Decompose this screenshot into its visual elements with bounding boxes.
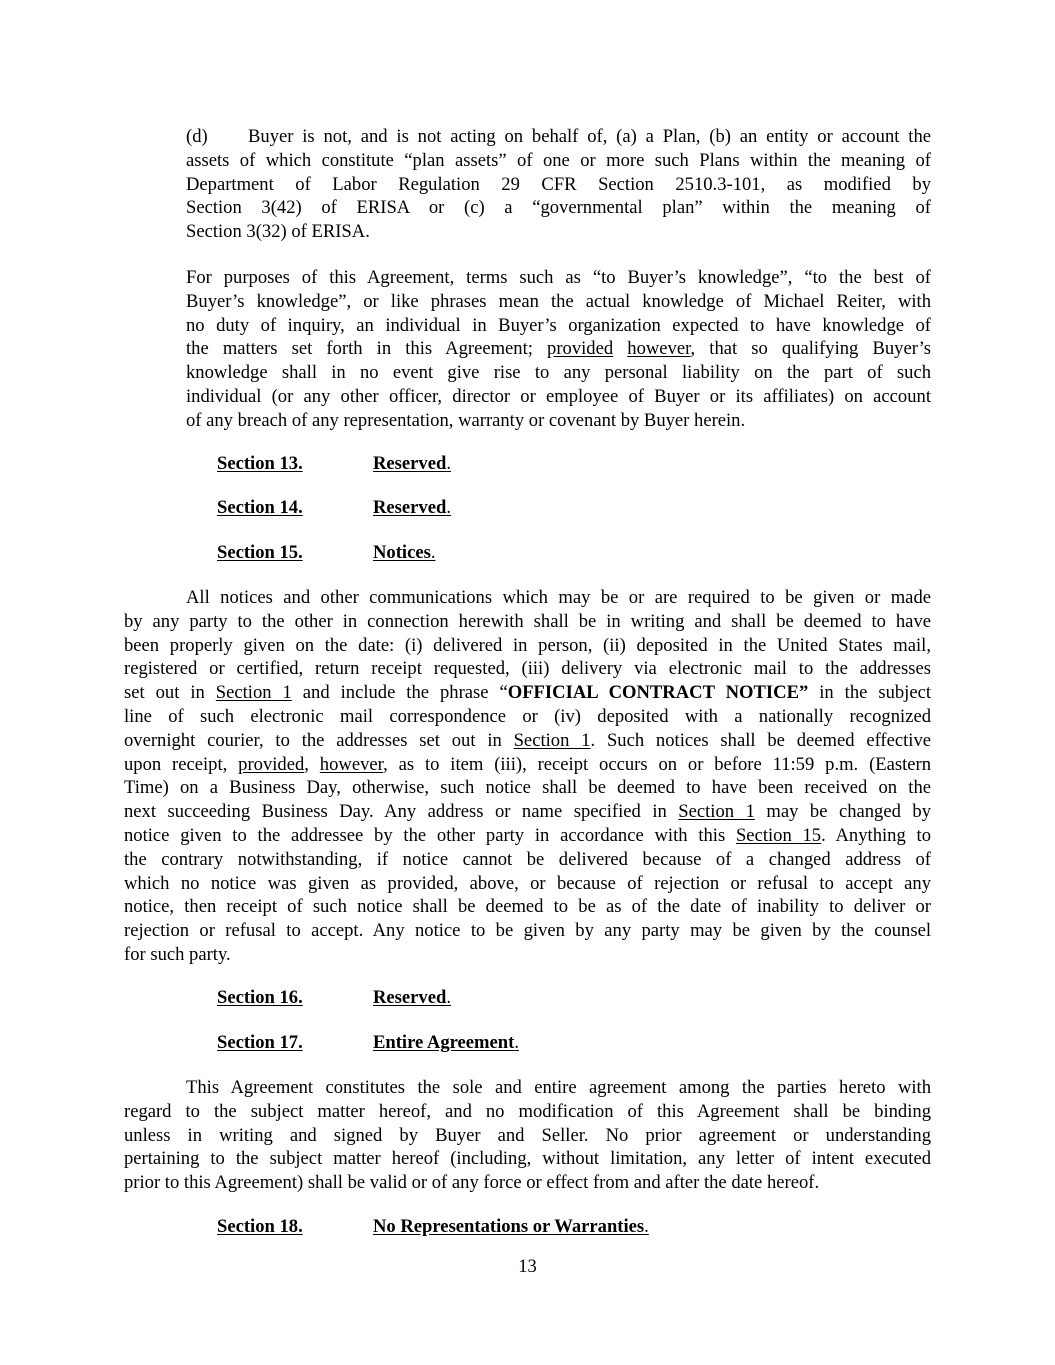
section-number: Section 16.	[217, 987, 303, 1008]
notices-line-15: rejection or refusal to accept. Any notice to be given by any party may be given by the counsel	[124, 920, 931, 942]
text: overnight courier, to the addresses set out in	[124, 729, 514, 751]
entire-agreement-line-4: pertaining to the subject matter hereof (including, without limitation, any letter of intent executed	[124, 1148, 931, 1170]
section-number: Section 18.	[217, 1216, 303, 1237]
knowledge-line-1: For purposes of this Agreement, terms such as “to Buyer’s knowledge”, “to the best of	[186, 267, 931, 288]
text: in the subject	[808, 682, 932, 704]
paragraph-d	[186, 125, 931, 244]
paragraph-d-line-2: assets of which constitute “plan assets” of one or more such Plans within the meaning of	[186, 149, 931, 171]
paragraph-d-line-3: Department of Labor Regulation 29 CFR Section 2510.3-101, as modified by	[186, 173, 931, 195]
text: upon receipt,	[124, 753, 239, 775]
section-title-text: Reserved	[373, 987, 447, 1008]
period: .	[430, 542, 436, 563]
notices-line-9: Time) on a Business Day, otherwise, such notice shall be deemed to have been received on the	[124, 777, 931, 799]
paragraph-d-text-1: Buyer is not, and is not acting on behalf of, (a) a Plan, (b) an entity or account the	[248, 126, 931, 147]
official-contract-notice-phrase: OFFICIAL CONTRACT NOTICE”	[507, 682, 809, 704]
text: may be changed by	[754, 801, 931, 823]
section-title	[373, 496, 451, 520]
text: . Such notices shall be deemed effective	[590, 729, 932, 751]
notices-paragraph	[124, 586, 931, 967]
notices-line-6: line of such electronic mail correspondence or (iv) deposited with a nationally recognized	[124, 705, 931, 727]
space	[613, 338, 627, 359]
paragraph-d-label: (d)	[186, 126, 208, 147]
notices-line-5	[124, 681, 931, 705]
provided-term: provided	[547, 338, 614, 360]
text: ,	[304, 753, 320, 775]
notices-line-14: notice, then receipt of such notice shall be deemed to be as of the date of inability to deliver or	[124, 896, 931, 918]
however-term: however	[627, 338, 691, 360]
section-number: Section 15.	[217, 542, 303, 563]
period: .	[446, 453, 451, 474]
section-title-text: Notices	[373, 542, 431, 563]
page-number: 13	[518, 1256, 537, 1277]
entire-agreement-line-1: This Agreement constitutes the sole and entire agreement among the parties hereto with	[186, 1077, 931, 1098]
text: and include the phrase “	[291, 682, 508, 704]
section-title-text: Reserved	[373, 497, 447, 518]
section-1-reference: Section 1	[678, 801, 755, 823]
paragraph-d-line-5: Section 3(32) of ERISA.	[186, 221, 370, 243]
knowledge-line-4-pre: the matters set forth in this Agreement;	[186, 338, 548, 360]
notices-line-1: All notices and other communications which may be or are required to be given or made	[186, 587, 931, 608]
paragraph-d-line-4: Section 3(42) of ERISA or (c) a “governmental plan” within the meaning of	[186, 197, 931, 219]
section-title	[373, 1215, 649, 1239]
section-number: Section 14.	[217, 497, 303, 518]
period: .	[446, 497, 451, 518]
text: notice given to the addressee by the other party in accordance with this	[124, 824, 736, 846]
however-term: however	[319, 753, 384, 775]
section-title-text: Entire Agreement	[373, 1032, 515, 1053]
period: .	[446, 987, 451, 1008]
section-title	[373, 541, 435, 565]
notices-line-16: for such party.	[124, 943, 231, 965]
notices-line-12: the contrary notwithstanding, if notice cannot be delivered because of a changed address of	[124, 848, 931, 870]
period: .	[514, 1032, 519, 1053]
notices-line-7	[124, 729, 931, 753]
knowledge-line-7: of any breach of any representation, warranty or covenant by Buyer herein.	[186, 409, 746, 431]
text: set out in	[124, 682, 216, 704]
section-15-reference: Section 15	[735, 824, 822, 846]
section-title-text: Reserved	[373, 453, 447, 474]
section-1-reference: Section 1	[215, 682, 292, 704]
section-1-reference: Section 1	[513, 729, 591, 751]
notices-line-13: which no notice was given as provided, above, or because of rejection or refusal to accept any	[124, 872, 931, 894]
entire-agreement-line-5: prior to this Agreement) shall be valid or of any force or effect from and after the date hereof.	[124, 1172, 820, 1194]
text: next succeeding Business Day. Any address or name specified in	[124, 801, 679, 823]
section-title	[373, 986, 451, 1010]
text: , as to item (iii), receipt occurs on or before 11:59 p.m. (Eastern	[383, 753, 932, 775]
notices-line-11	[124, 824, 931, 848]
entire-agreement-line-3: unless in writing and signed by Buyer and Seller. No prior agreement or understanding	[124, 1124, 931, 1146]
text: . Anything to	[821, 824, 931, 846]
notices-line-4: registered or certified, return receipt requested, (iii) delivery via electronic mail to the addresses	[124, 658, 931, 680]
section-title-text: No Representations or Warranties	[373, 1216, 645, 1237]
knowledge-line-4-post: , that so qualifying Buyer’s	[690, 338, 931, 360]
knowledge-line-5: knowledge shall in no event give rise to any personal liability on the part of such	[186, 362, 931, 384]
entire-agreement-paragraph	[124, 1076, 931, 1195]
period: .	[644, 1216, 649, 1237]
notices-line-10	[124, 800, 931, 824]
section-number: Section 17.	[217, 1032, 303, 1053]
knowledge-paragraph	[186, 266, 931, 433]
entire-agreement-line-2: regard to the subject matter hereof, and no modification of this Agreement shall be binding	[124, 1100, 931, 1122]
paragraph-d-line-1	[186, 125, 931, 149]
notices-line-3: been properly given on the date: (i) delivered in person, (ii) deposited in the United States mail,	[124, 634, 931, 656]
section-title	[373, 1031, 519, 1055]
notices-line-2: by any party to the other in connection herewith shall be in writing and shall be deemed to have	[124, 610, 931, 632]
notices-line-8	[124, 753, 931, 777]
knowledge-line-6: individual (or any other officer, director or employee of Buyer or its affiliates) on account	[186, 385, 931, 407]
knowledge-line-4	[186, 337, 931, 361]
provided-term: provided	[238, 753, 305, 775]
knowledge-line-3: no duty of inquiry, an individual in Buyer’s organization expected to have knowledge of	[186, 314, 931, 336]
section-number: Section 13.	[217, 453, 303, 474]
section-title	[373, 452, 451, 476]
knowledge-line-2: Buyer’s knowledge”, or like phrases mean the actual knowledge of Michael Reiter, with	[186, 290, 931, 312]
